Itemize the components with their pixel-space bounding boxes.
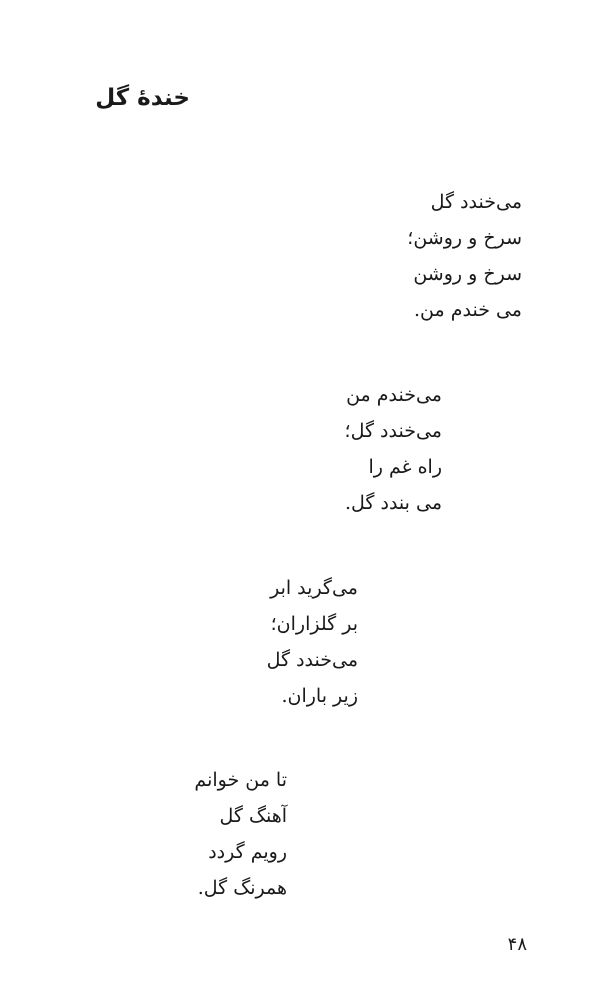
poem-line: رویم گردد <box>208 841 287 863</box>
stanza-1 <box>407 184 522 328</box>
stanza-3 <box>267 570 358 714</box>
poem-title: خندهٔ گل <box>95 85 190 111</box>
poem-line: می‌خندد گل <box>430 191 522 213</box>
poem-line: همرنگ گل. <box>197 877 287 899</box>
poem-line: می‌خندد گل؛ <box>344 420 442 442</box>
poem-line: می‌گرید ابر <box>270 577 358 599</box>
poem-line: می‌خندم من <box>346 384 442 406</box>
poem-line: زیر باران. <box>281 685 358 707</box>
poem-line: می خندم من. <box>414 299 522 321</box>
poem-line: می‌خندد گل <box>266 649 358 671</box>
poem-line: آهنگ گل <box>219 805 287 827</box>
poem-line: بر گلزاران؛ <box>270 613 358 635</box>
poem-line: سرخ و روشن؛ <box>407 227 522 249</box>
poem-line: سرخ و روشن <box>413 263 522 285</box>
poem-line: می بندد گل. <box>344 492 442 514</box>
poem-line: تا من خوانم <box>194 769 287 791</box>
page-number: ۴۸ <box>507 934 527 955</box>
stanza-4 <box>194 762 287 906</box>
stanza-2 <box>345 377 442 521</box>
poem-line: راه غم را <box>368 456 442 478</box>
